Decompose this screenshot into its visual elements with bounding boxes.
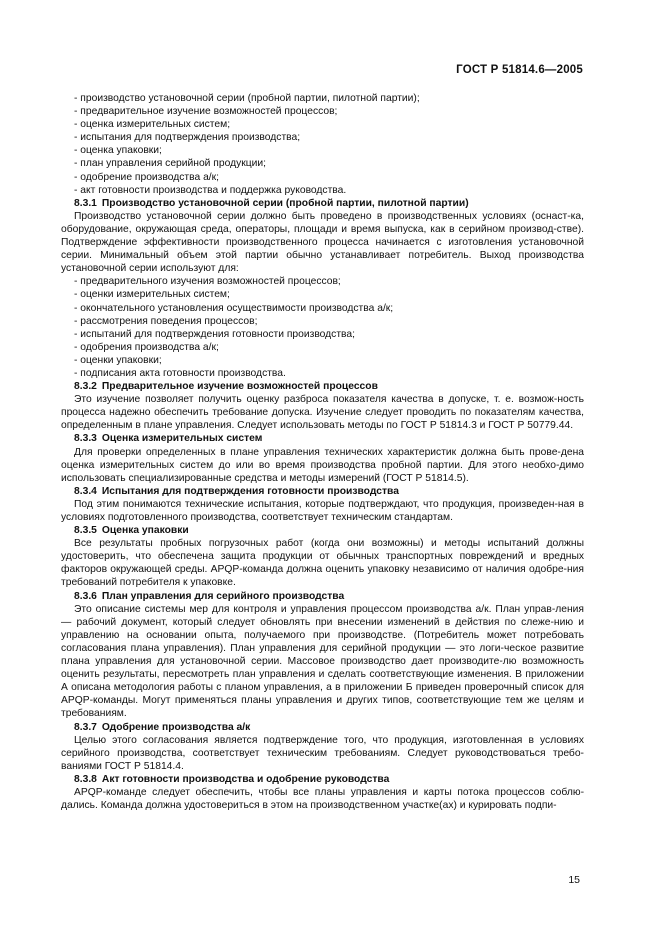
section-heading-8-3-5: 8.3.5 Оценка упаковки xyxy=(74,525,189,537)
list-item: - акт готовности производства и поддержка руководства. xyxy=(74,184,347,196)
section-heading-8-3-4: 8.3.4 Испытания для подтверждения готовности производства xyxy=(74,485,399,497)
paragraph: Это изучение позволяет получить оценку разброса показателя качества в допуске, т. е. возмож-ность процесса надежно обеспечить требование допуска. Изучение следует проводить по показателям качества, определенным в плане управления. Следует использовать методы по ГОСТ Р 51814.3 и ГОСТ Р 50779.44. xyxy=(61,394,584,432)
section-heading-8-3-8: 8.3.8 Акт готовности производства и одобрение руководства xyxy=(74,773,390,785)
top-list xyxy=(61,92,584,197)
section-heading-8-3-7: 8.3.7 Одобрение производства а/к xyxy=(74,721,251,733)
list-item: - предварительное изучение возможностей процессов; xyxy=(74,106,338,118)
list-item: - одобрения производства а/к; xyxy=(74,341,219,353)
list-item: - оценка измерительных систем; xyxy=(74,119,231,131)
list-item: - оценка упаковки; xyxy=(74,145,162,157)
section-8-3-1-list xyxy=(61,275,584,380)
page-number: 15 xyxy=(568,874,580,886)
paragraph: Для проверки определенных в плане управления технических характеристик должна быть прове-дена оценка измерительных систем до или во время производства пробной партии. Для этого необхо-димо использовать специализированные средства и методы измерений (ГОСТ Р 51814.5). xyxy=(61,446,584,484)
list-item: - план управления серийной продукции; xyxy=(74,158,267,170)
list-item: - одобрение производства а/к; xyxy=(74,171,220,183)
paragraph: Производство установочной серии должно быть проведено в производственных условиях (оснаст-ка, оборудование, окружающая среда, операторы, площади и время выпуска, как в серийном производ-стве). Подтверждение эффективности производственного процесса начинается с изготовления установочной серии. Минимальный объем этой партии обычно устанавливает потребитель. Выход производства установочной серии используют для: xyxy=(61,210,584,275)
document-header: ГОСТ Р 51814.6—2005 xyxy=(456,64,583,76)
list-item: - оценки измерительных систем; xyxy=(74,289,230,301)
paragraph: Это описание системы мер для контроля и управления процессом производства а/к. План управ-ления — рабочий документ, который следует обновлять при внесении изменений в действия по слеже-нию и управлению на основании опыта, получаемого при производстве. (Потребитель может потребовать согласования плана управления). План управления для серийной продукции — это логи-ческое развитие плана управления для установочной серии. Массовое производство дает производите-лю возможность оценить результаты, пересмотреть план управления и сделать соответствующие изменения. В приложении А описана методология работы с планом управления, а в приложении Б приведен проверочный список для APQP-команды. Могут применяться планы управления и других типов, соответствующие тем же целям и требованиям. xyxy=(61,603,584,720)
list-item: - окончательного установления осуществимости производства а/к; xyxy=(74,302,394,314)
section-heading-8-3-6: 8.3.6 План управления для серийного производства xyxy=(74,590,345,602)
paragraph: Целью этого согласования является подтверждение того, что продукция, изготовленная в условиях серийного производства, соответствует техническим требованиям. Следует руководствоваться требо-ваниями ГОСТ Р 51814.4. xyxy=(61,734,584,772)
section-heading-8-3-3: 8.3.3 Оценка измерительных систем xyxy=(74,433,263,445)
list-item: - рассмотрения поведения процессов; xyxy=(74,315,258,327)
list-item: - подписания акта готовности производства. xyxy=(74,367,286,379)
list-item: - испытаний для подтверждения готовности производства; xyxy=(74,328,355,340)
list-item: - испытания для подтверждения производства; xyxy=(74,132,301,144)
list-item: - производство установочной серии (пробной партии, пилотной партии); xyxy=(74,93,420,104)
paragraph: APQP-команде следует обеспечить, чтобы все планы управления и карты потока процессов соблю-дались. Команда должна удостовериться в этом на производственном участке(ах) и курировать подпи- xyxy=(61,786,584,812)
document-body xyxy=(61,92,584,812)
section-heading-8-3-1: 8.3.1 Производство установочной серии (пробной партии, пилотной партии) xyxy=(74,197,469,209)
paragraph: Все результаты пробных погрузочных работ (когда они возможны) и методы испытаний должны удостоверить, что обеспечена защита продукции от обычных транспортных повреждений и вредных факторов окружающей среды. APQP-команда должна оценить упаковку независимо от наличия одобре-ния требований потребителя к упаковке. xyxy=(61,538,584,589)
list-item: - оценки упаковки; xyxy=(74,354,162,366)
section-heading-8-3-2: 8.3.2 Предварительное изучение возможностей процессов xyxy=(74,381,378,393)
list-item: - предварительного изучения возможностей процессов; xyxy=(74,276,341,288)
paragraph: Под этим понимаются технические испытания, которые подтверждают, что продукция, произведен-ная в условиях подготовленного производства, соответствует техническим стандартам. xyxy=(61,498,584,523)
